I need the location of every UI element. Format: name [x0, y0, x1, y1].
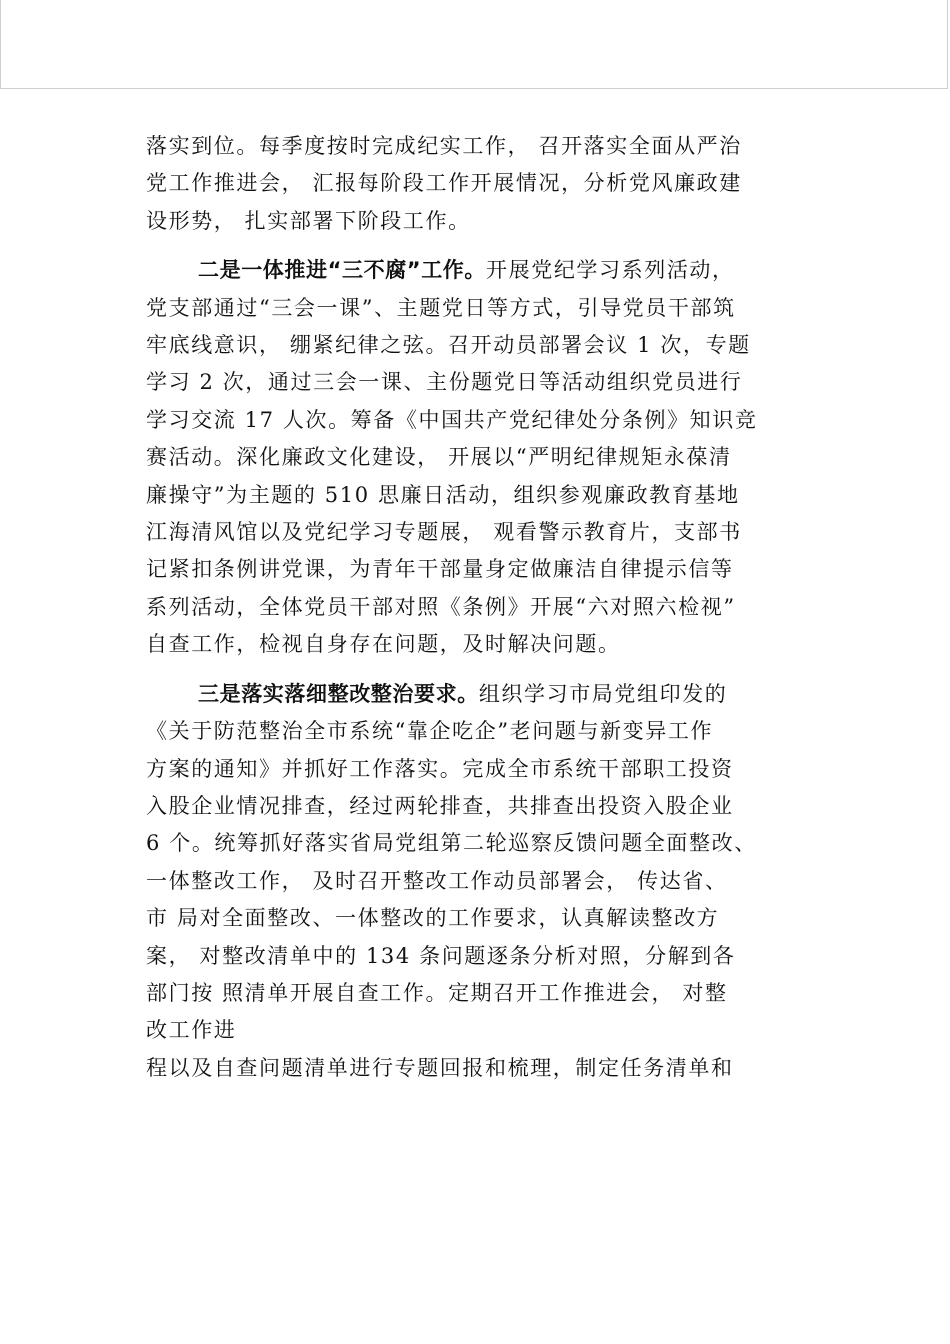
text-line: 记紧扣条例讲党课，为青年干部量身定做廉洁自律提示信等: [146, 557, 734, 582]
text-line: 党工作推进会， 汇报每阶段工作开展情况，分析党风廉政建: [146, 171, 742, 196]
text-line: 落实到位。每季度按时完成纪实工作， 召开落实全面从严治: [146, 134, 742, 158]
text-line: 学习交流 17 人次。筹备《中国共产党纪律处分条例》知识竞: [146, 407, 758, 432]
text-line: 系列活动，全体党员干部对照《条例》开展“六对照六检视”: [146, 594, 736, 619]
text-line: 江海清风馆以及党纪学习专题展， 观看警示教育片，支部书: [146, 520, 742, 545]
text-line: 学习 2 次，通过三会一课、主份题党日等活动组织党员进行: [146, 370, 743, 395]
text-line: [146, 676, 818, 713]
paragraph-rectification: [146, 676, 818, 1087]
text-line: 案， 对整改清单中的 134 条问题逐条分析对照，分解到各: [146, 943, 736, 968]
document-body: [146, 128, 818, 1087]
text-line: 牢底线意识， 绷紧纪律之弦。召开动员部署会议 1 次，专题: [146, 333, 751, 358]
paragraph-lead-heading: 三是落实落细整改整治要求。: [198, 681, 479, 706]
text-line: 入股企业情况排查，经过两轮排查，共排查出投资入股企业: [146, 793, 734, 818]
text-line: 赛活动。深化廉政文化建设， 开展以“严明纪律规矩永葆清: [146, 445, 732, 470]
text-run: 开展党纪学习系列活动，: [486, 258, 735, 283]
text-line: 《关于防范整治全市系统“靠企吃企”老问题与新变异工作: [146, 719, 714, 744]
paragraph-lead-heading: 二是一体推进“三不腐”工作。: [198, 258, 487, 283]
text-line: 市 局对全面整改、一体整改的工作要求，认真解读整改方: [146, 906, 720, 931]
text-line: 廉操守”为主题的 510 思廉日活动，组织参观廉政教育基地: [146, 482, 740, 507]
text-line: 改工作进: [146, 1018, 237, 1043]
text-line: 6 个。统筹抓好落实省局党组第二轮巡察反馈问题全面整改、: [146, 831, 757, 856]
text-run: 组织学习市局党组印发的: [478, 681, 728, 706]
paragraph-three-no-corruption: [146, 252, 818, 663]
text-line: [146, 252, 818, 289]
previous-page-frame: [0, 0, 948, 89]
text-line: 一体整改工作， 及时召开整改工作动员部署会， 传达省、: [146, 868, 728, 893]
paragraph-progress-meetings: [146, 128, 818, 240]
text-line: 党支部通过“三会一课”、主题党日等方式，引导党员干部筑: [146, 295, 736, 320]
text-line: 程以及自查问题清单进行专题回报和梳理，制定任务清单和: [146, 1055, 734, 1080]
text-line: 设形势， 扎实部署下阶段工作。: [146, 208, 471, 233]
text-line: 方案的通知》并抓好工作落实。完成全市系统干部职工投资: [146, 756, 734, 781]
text-line: 自查工作，检视自身存在问题，及时解决问题。: [146, 632, 621, 657]
text-line: 部门按 照清单开展自查工作。定期召开工作推进会， 对整: [146, 980, 728, 1005]
